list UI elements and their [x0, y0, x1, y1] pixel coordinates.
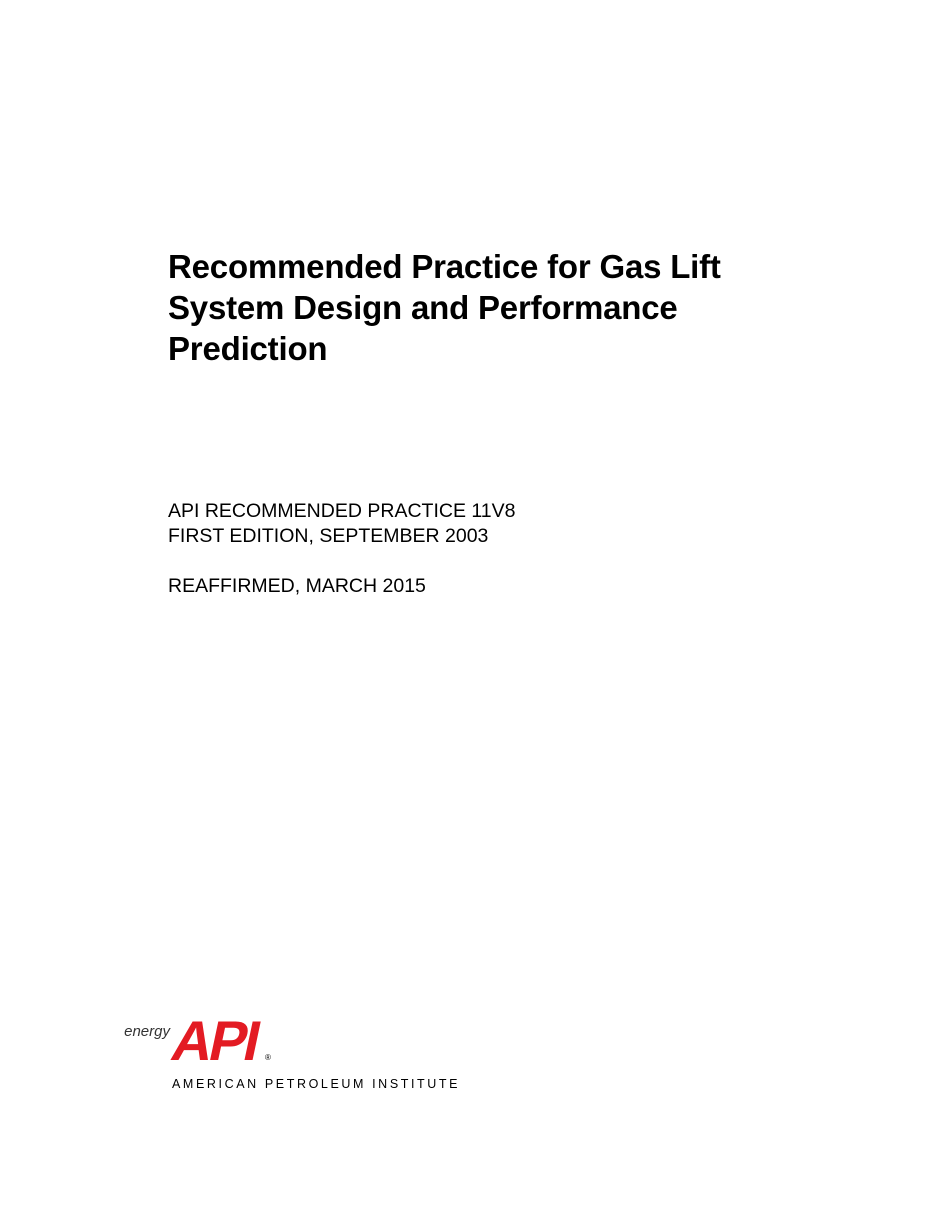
title-line-1: Recommended Practice for Gas Lift [168, 248, 721, 285]
title-line-3: Prediction [168, 330, 328, 367]
designation-line-1: API RECOMMENDED PRACTICE 11V8 [168, 500, 516, 522]
logo-tagline: energy [124, 1023, 170, 1040]
designation-line-2: FIRST EDITION, SEPTEMBER 2003 [168, 525, 489, 547]
logo-registered-mark: ® [265, 1053, 271, 1062]
logo-api-text: API [166, 1009, 265, 1072]
reaffirmed-date: REAFFIRMED, MARCH 2015 [168, 575, 426, 597]
api-logo [120, 1008, 461, 1098]
document-title [168, 246, 828, 369]
logo-caption: AMERICAN PETROLEUM INSTITUTE [172, 1077, 461, 1091]
standard-designation [168, 499, 515, 549]
api-logo-mark [120, 1008, 450, 1078]
logo-api-letters [166, 1010, 264, 1072]
title-line-2: System Design and Performance [168, 289, 678, 326]
